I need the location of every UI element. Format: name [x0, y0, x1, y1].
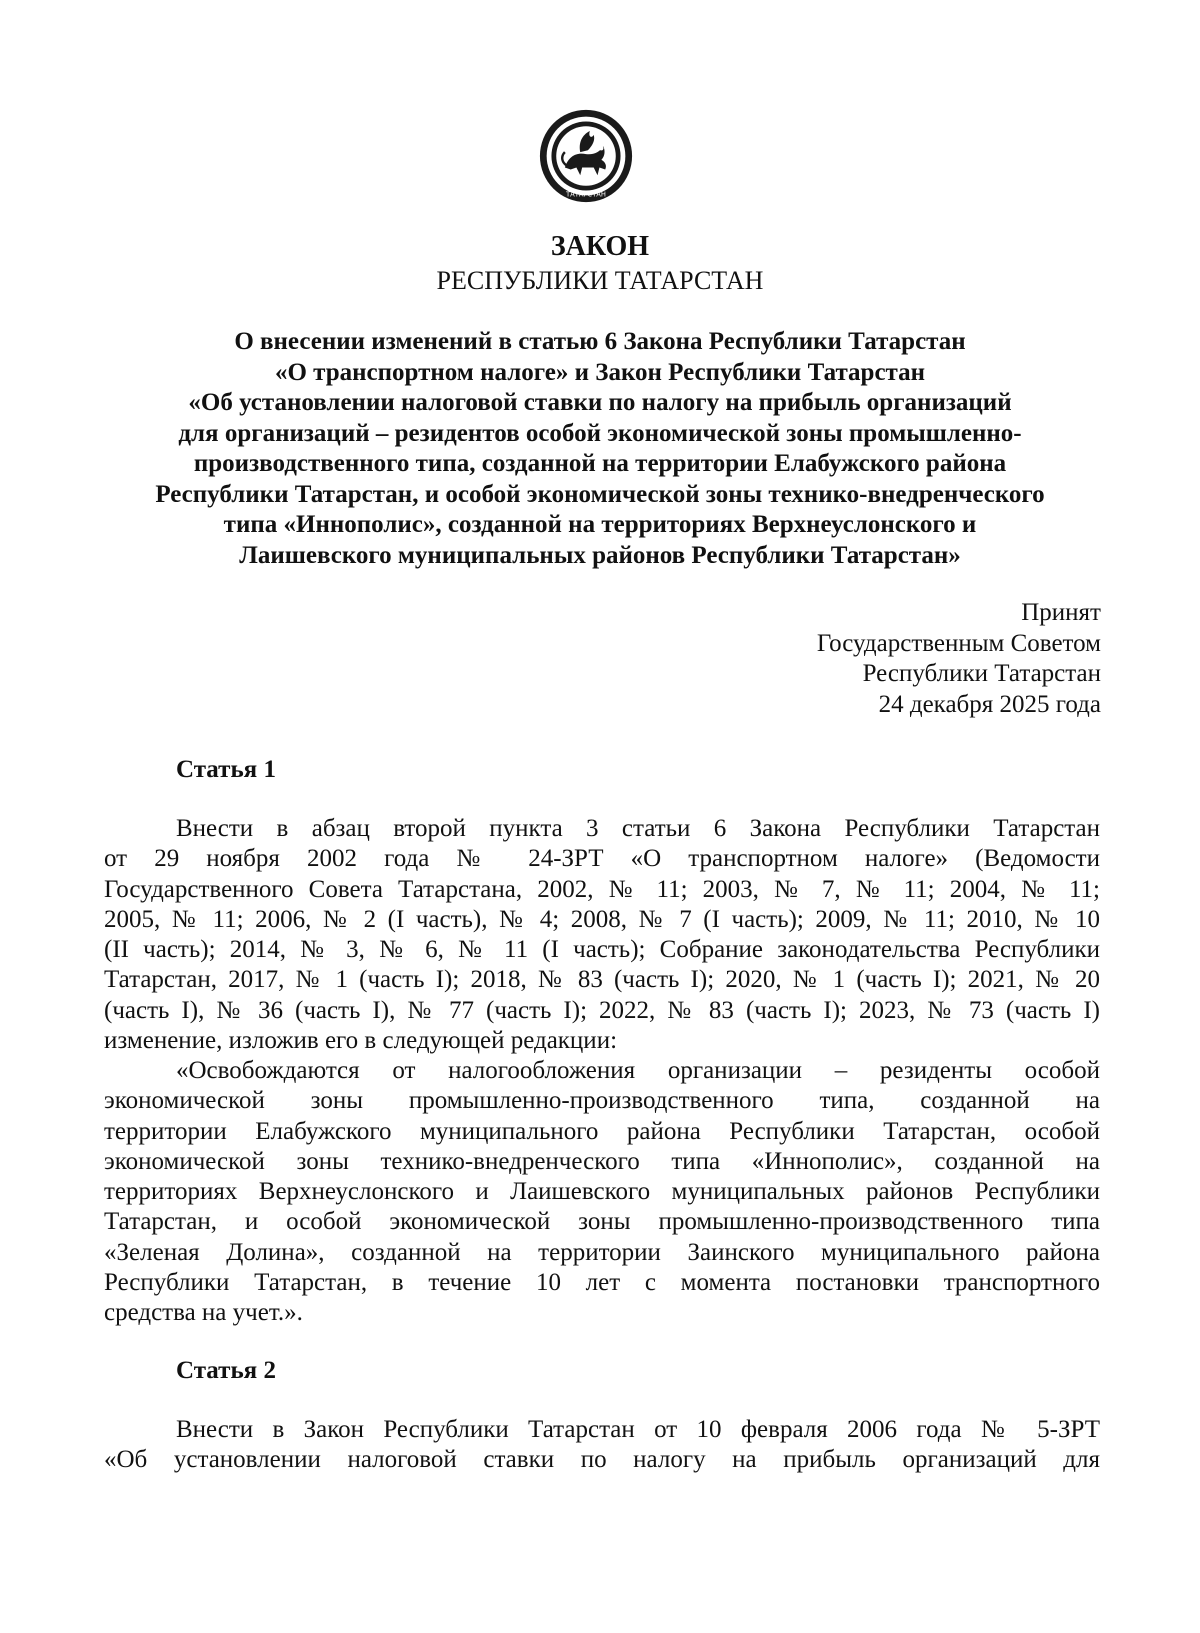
law-name-line: «Об установлении налоговой ставки по налогу на прибыль организаций: [188, 389, 1012, 416]
text-line: Внести в Закон Республики Татарстан от 10 февраля 2006 года № 5-ЗРТ: [176, 1416, 1100, 1443]
accepted-block: [817, 598, 1101, 720]
text-line: Республики Татарстан, в течение 10 лет с момента постановки транспортного: [104, 1269, 1100, 1297]
tatarstan-emblem-icon: [538, 108, 634, 204]
law-name-line: для организаций – резидентов особой экономической зоны промышленно-: [178, 419, 1022, 447]
law-name-line: Лаишевского муниципальных районов Республики Татарстан»: [239, 541, 961, 569]
accepted-line: Государственным Советом: [816, 629, 1101, 657]
law-name: [80, 327, 1120, 571]
law-title: [100, 230, 1100, 298]
article-2-paragraph-1: [104, 1415, 1100, 1476]
law-name-line: Республики Татарстан, и особой экономической зоны технико-внедренческого: [155, 480, 1045, 508]
accepted-line: Республики Татарстан: [862, 660, 1101, 687]
article-1-heading: Статья 1: [176, 756, 276, 783]
text-line: «Освобождаются от налогообложения организации – резиденты особой: [176, 1057, 1100, 1084]
text-line: Внести в абзац второй пункта 3 статьи 6 Закона Республики Татарстан: [176, 815, 1100, 842]
article-1-paragraph-1: [104, 814, 1100, 1056]
text-line: Татарстан, 2017, № 1 (часть I); 2018, № 83 (часть I); 2020, № 1 (часть I); 2021, № 20: [104, 966, 1100, 994]
text-line: экономической зоны промышленно-производственного типа, созданной на: [104, 1087, 1100, 1115]
law-name-line: О внесении изменений в статью 6 Закона Республики Татарстан: [234, 328, 966, 355]
text-line: территории Елабужского муниципального района Республики Татарстан, особой: [104, 1117, 1100, 1145]
text-line: средства на учет.».: [104, 1299, 303, 1327]
accepted-line: Принят: [1021, 599, 1101, 626]
text-line: изменение, изложив его в следующей редакции:: [104, 1027, 618, 1055]
text-line: «Зеленая Долина», созданной на территории Заинского муниципального района: [104, 1238, 1100, 1266]
text-line: Татарстан, и особой экономической зоны промышленно-производственного типа: [104, 1208, 1100, 1236]
accepted-date: 24 декабря 2025 года: [878, 690, 1101, 718]
text-line: территориях Верхнеуслонского и Лаишевского муниципальных районов Республики: [104, 1178, 1100, 1206]
text-line: (II часть); 2014, № 3, № 6, № 11 (I часть); Собрание законодательства Республики: [104, 936, 1100, 964]
text-line: экономической зоны технико-внедренческого типа «Иннополис», созданной на: [104, 1147, 1100, 1175]
emblem-text: ТАТАРСТАН: [566, 190, 606, 199]
article-2-heading: Статья 2: [176, 1357, 276, 1384]
text-line: (часть I), № 36 (часть I), № 77 (часть I); 2022, № 83 (часть I); 2023, № 73 (часть I): [104, 996, 1100, 1024]
text-line: от 29 ноября 2002 года № 24-ЗРТ «О транспортном налоге» (Ведомости: [104, 845, 1100, 873]
law-name-line: производственного типа, созданной на территории Елабужского района: [193, 450, 1007, 477]
text-line: «Об установлении налоговой ставки по налогу на прибыль организаций для: [104, 1446, 1100, 1474]
text-line: Государственного Совета Татарстана, 2002, № 11; 2003, № 7, № 11; 2004, № 11;: [104, 875, 1100, 903]
article-1-paragraph-2: [104, 1056, 1100, 1329]
text-line: 2005, № 11; 2006, № 2 (I часть), № 4; 2008, № 7 (I часть); 2009, № 11; 2010, № 10: [104, 905, 1100, 933]
law-word-heading: ЗАКОН: [550, 231, 650, 262]
law-name-line: «О транспортном налоге» и Закон Республики Татарстан: [274, 358, 926, 386]
law-name-line: типа «Иннополис», созданной на территориях Верхнеуслонского и: [223, 511, 977, 538]
law-republic-heading: РЕСПУБЛИКИ ТАТАРСТАН: [436, 266, 764, 295]
